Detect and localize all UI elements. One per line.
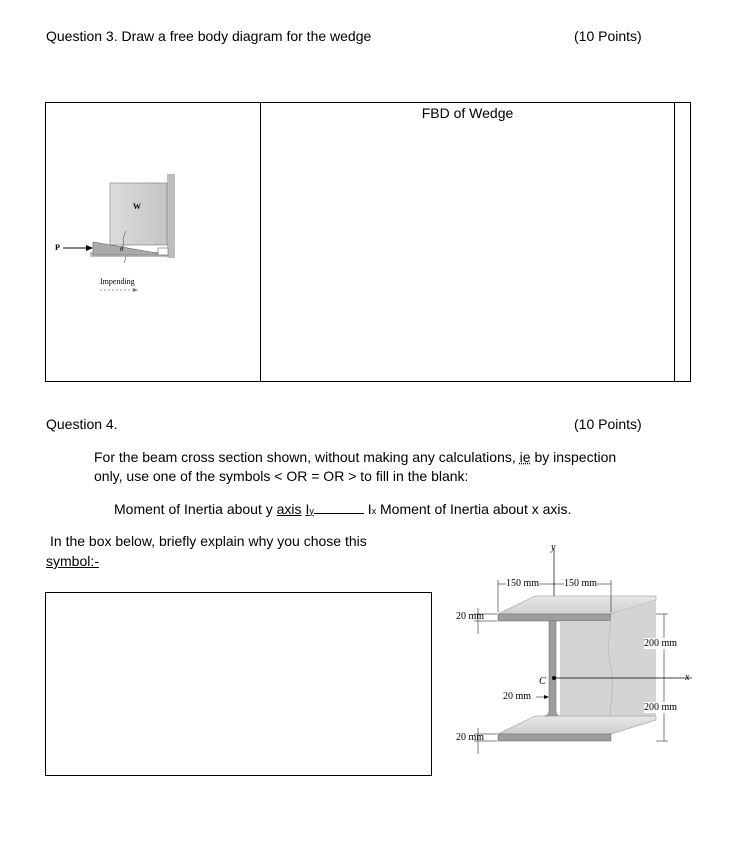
y-axis-label: y <box>551 542 556 553</box>
dim-left-width: 150 mm <box>506 578 540 589</box>
top-flange-face <box>498 614 611 621</box>
bottom-flange-face <box>498 734 611 741</box>
fbd-answer-area[interactable] <box>262 124 672 380</box>
fbd-label: FBD of Wedge <box>421 105 514 121</box>
explain-instruction-line-2: symbol:- <box>46 553 99 569</box>
question-4-prompt-line-1: For the beam cross section shown, without making any calculations, ie by inspection <box>94 449 617 465</box>
angle-label: θ <box>120 245 124 253</box>
x-axis-label: x <box>685 672 690 683</box>
dim-top-flange: 20 mm <box>456 611 485 622</box>
question-4-prompt-line-2: only, use one of the symbols < OR = OR > to fill in the blank: <box>94 468 469 484</box>
dim-right-width: 150 mm <box>564 578 598 589</box>
beam-cross-section-figure <box>440 540 700 760</box>
answer-blank[interactable] <box>314 501 364 514</box>
dim-bottom-flange: 20 mm <box>456 732 485 743</box>
centroid-label: C <box>539 676 546 687</box>
question-4-title: Question 4. <box>46 416 118 432</box>
explain-instruction-line-1: In the box below, briefly explain why you chose this <box>50 533 367 549</box>
weight-label: W <box>133 202 141 211</box>
moment-of-inertia-statement: Moment of Inertia about y axis Iy Ix Moment of Inertia about x axis. <box>114 501 572 517</box>
question-3-points: (10 Points) <box>574 28 642 44</box>
explanation-answer-box[interactable] <box>45 592 432 776</box>
impending-label: Impending <box>100 277 135 286</box>
force-label: P <box>55 243 60 252</box>
question-4-points: (10 Points) <box>574 416 642 432</box>
block <box>110 183 167 245</box>
dim-web: 20 mm <box>503 691 532 702</box>
dim-upper-half: 200 mm <box>644 638 678 649</box>
table-divider-right <box>674 102 675 382</box>
question-3-title: Question 3. Draw a free body diagram for the wedge <box>46 28 372 44</box>
dim-lower-half: 200 mm <box>644 702 678 713</box>
bottom-flange <box>498 716 656 734</box>
table-divider <box>260 102 261 382</box>
web <box>544 621 560 716</box>
